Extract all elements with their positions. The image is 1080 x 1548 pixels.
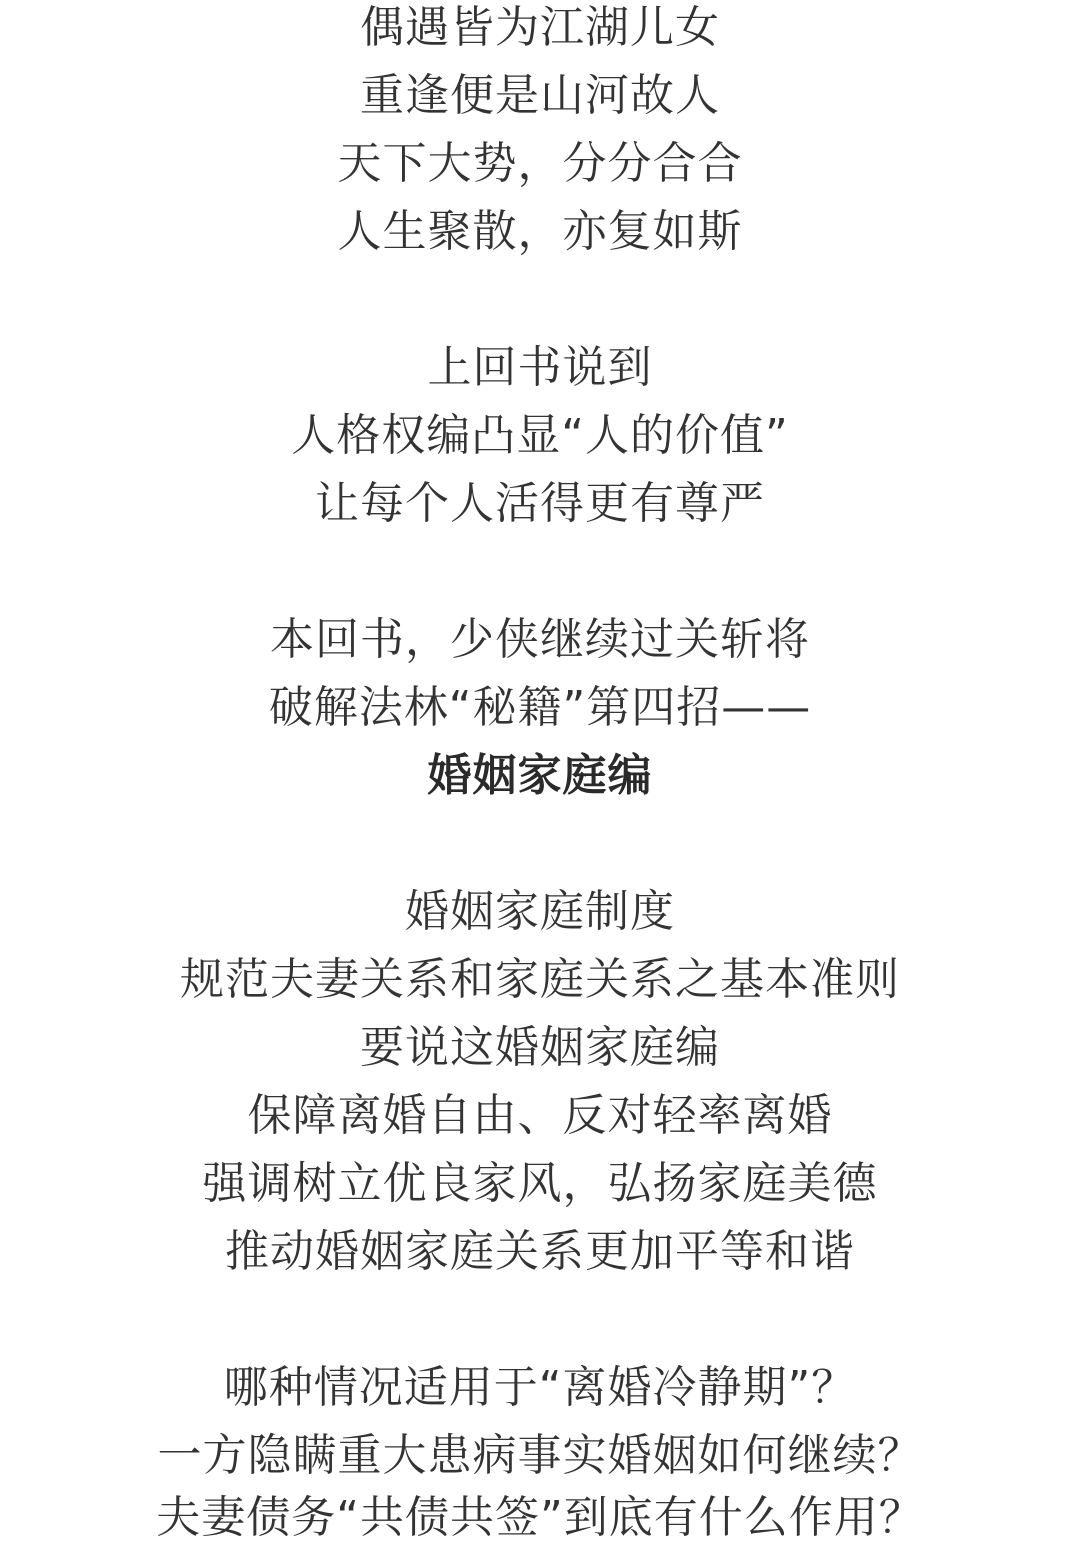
poem-line: 破解法林“秘籍”第四招—— xyxy=(268,682,812,733)
poem-line: 偶遇皆为江湖儿女 xyxy=(360,2,720,53)
question-line: 一方隐瞒重大患病事实婚姻如何继续？ xyxy=(157,1430,923,1481)
poem-line: 强调树立优良家风，弘扬家庭美德 xyxy=(202,1158,878,1209)
poem-line: 保障离婚自由、反对轻率离婚 xyxy=(247,1090,833,1141)
question-line: 夫妻债务“共债共签”到底有什么作用？ xyxy=(156,1492,924,1543)
poem-line: 婚姻家庭制度 xyxy=(405,886,675,937)
poem-line: 天下大势，分分合合 xyxy=(337,138,743,189)
poem-line: 让每个人活得更有尊严 xyxy=(315,478,765,529)
poem-line: 要说这婚姻家庭编 xyxy=(360,1022,720,1073)
poem-line: 推动婚姻家庭关系更加平等和谐 xyxy=(225,1226,855,1277)
poem-line: 人生聚散，亦复如斯 xyxy=(337,206,743,257)
section-title: 婚姻家庭编 xyxy=(427,750,653,801)
question-line: 哪种情况适用于“离婚冷静期”？ xyxy=(223,1362,857,1413)
poem-line: 上回书说到 xyxy=(427,342,653,393)
poem-line: 规范夫妻关系和家庭关系之基本准则 xyxy=(180,954,900,1005)
poem-line: 重逢便是山河故人 xyxy=(360,70,720,121)
poem-line: 本回书，少侠继续过关斩将 xyxy=(270,614,810,665)
poem-line: 人格权编凸显“人的价值” xyxy=(291,410,789,461)
